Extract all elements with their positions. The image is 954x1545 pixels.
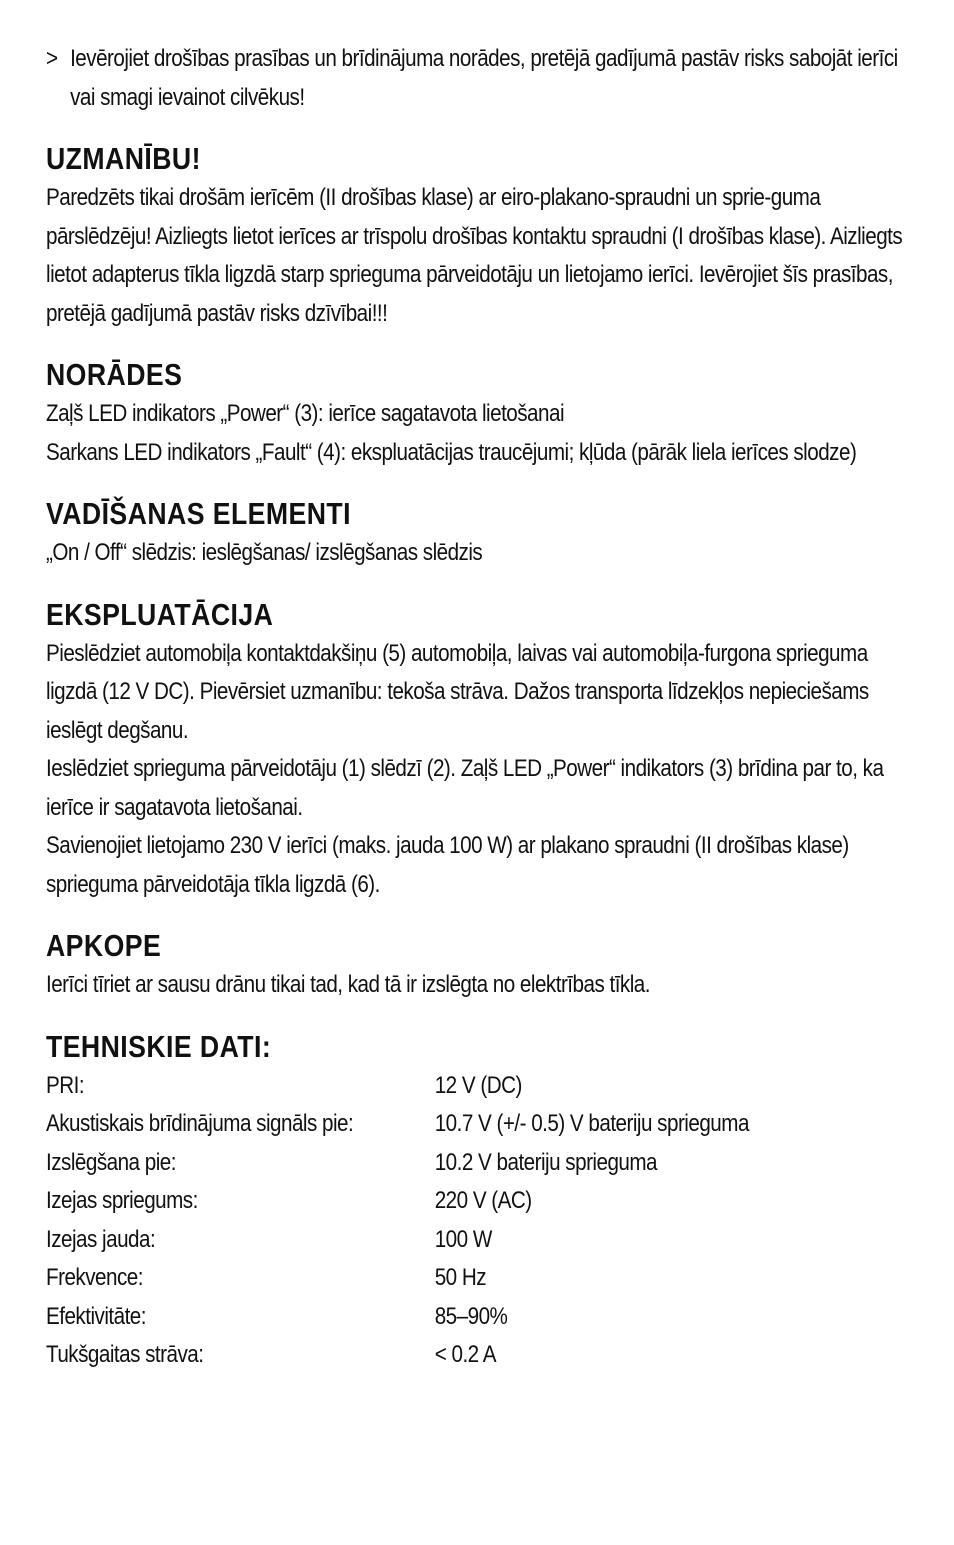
specs-label: PRI: <box>46 1071 85 1099</box>
specs-row <box>46 1067 749 1106</box>
document-page <box>46 40 916 1375</box>
controls-line-switch: „On / Off“ slēdzis: ieslēgšanas/ izslēgšanas slēdzis <box>46 539 483 566</box>
notes-line-fault: Sarkans LED indikators „Fault“ (4): ekspluatācijas traucējumi; kļūda (pārāk liela ierīces slodze) <box>46 438 857 466</box>
document-body <box>46 40 915 1375</box>
specs-row <box>46 1336 749 1375</box>
specs-row <box>46 1298 749 1337</box>
specs-value: 220 V (AC) <box>434 1187 532 1214</box>
section-warning <box>46 139 915 333</box>
heading-specs: TEHNISKIE DATI: <box>46 1028 272 1064</box>
specs-label: Tukšgaitas strāva: <box>46 1341 204 1368</box>
intro-text: Ievērojiet drošības prasības un brīdinājuma norādes, pretējā gadījumā pastāv risks sabojāt ierīci vai smagi ievainot cilvēkus! <box>70 45 898 111</box>
heading-warning: UZMANĪBU! <box>46 141 201 176</box>
specs-label: Efektivitāte: <box>46 1302 146 1330</box>
heading-operation: EKSPLUATĀCIJA <box>46 596 274 632</box>
heading-maintenance: APKOPE <box>46 928 162 963</box>
specs-value: 50 Hz <box>434 1264 487 1291</box>
specs-value: 10.7 V (+/- 0.5) V bateriju sprieguma <box>434 1110 749 1137</box>
section-specs <box>46 1027 915 1375</box>
intro-bullet <box>46 40 915 117</box>
specs-label: Izslēgšana pie: <box>46 1148 176 1176</box>
warning-text: Paredzēts tikai drošām ierīcēm (II drošības klase) ar eiro-plakano-spraudni un sprie-guma pārslēdzēju! Aizliegts lietot ierīces ar trīspolu drošības kontaktu spraudni (I drošības klase). Aizliegts lietot adapterus tīkla ligzdā starp sprieguma pārveidotāju un lietojamo ierīci. Ievērojiet šīs prasības, pretējā gadījumā pastāv risks dzīvībai!!! <box>46 184 903 327</box>
specs-value: 12 V (DC) <box>434 1071 522 1099</box>
heading-notes: NORĀDES <box>46 357 183 392</box>
specs-row <box>46 1259 749 1298</box>
maintenance-text: Ierīci tīriet ar sausu drānu tikai tad, kad tā ir izslēgta no elektrības tīkla. <box>46 971 650 998</box>
section-maintenance <box>46 926 915 1005</box>
specs-label: Izejas jauda: <box>46 1225 156 1253</box>
specs-label: Izejas spriegums: <box>46 1187 198 1214</box>
section-controls <box>46 494 915 573</box>
section-notes <box>46 355 915 472</box>
specs-row <box>46 1105 749 1144</box>
specs-value: 10.2 V bateriju sprieguma <box>434 1148 658 1176</box>
specs-row <box>46 1144 749 1183</box>
operation-paragraph-2: Ieslēdziet sprieguma pārveidotāju (1) slēdzī (2). Zaļš LED „Power“ indikators (3) brīdina par to, ka ierīce ir sagatavota lietošanai. <box>46 755 884 821</box>
bullet-marker: > <box>46 45 58 72</box>
heading-controls: VADĪŠANAS ELEMENTI <box>46 496 351 531</box>
specs-table <box>46 1067 749 1375</box>
specs-value: 100 W <box>434 1225 492 1253</box>
specs-value: < 0.2 A <box>434 1341 496 1368</box>
notes-line-power: Zaļš LED indikators „Power“ (3): ierīce sagatavota lietošanai <box>46 400 565 427</box>
specs-label: Frekvence: <box>46 1264 143 1291</box>
operation-paragraph-3: Savienojiet lietojamo 230 V ierīci (maks. jauda 100 W) ar plakano spraudni (II drošības klase) sprieguma pārveidotāja tīkla ligzdā (6). <box>46 832 849 898</box>
specs-label: Akustiskais brīdinājuma signāls pie: <box>46 1110 354 1137</box>
specs-row <box>46 1221 749 1260</box>
specs-value: 85–90% <box>434 1302 508 1330</box>
operation-paragraph-1: Pieslēdziet automobiļa kontaktdakšiņu (5) automobiļa, laivas vai automobiļa-furgona sprieguma ligzdā (12 V DC). Pievērsiet uzmanību: tekoša strāva. Dažos transporta līdzekļos nepieciešams ieslēgt degšanu. <box>46 639 869 744</box>
specs-row <box>46 1182 749 1221</box>
section-operation <box>46 595 915 905</box>
